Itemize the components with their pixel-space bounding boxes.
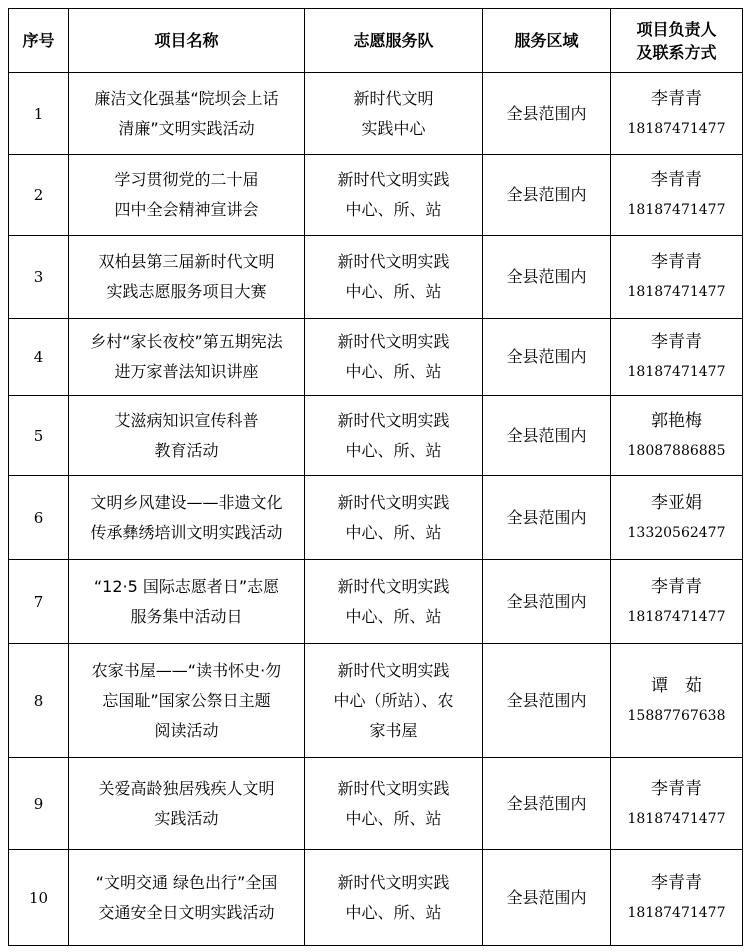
team-line: 中心、所、站 — [345, 606, 442, 626]
team-line: 新时代文明实践 — [337, 576, 450, 596]
contact-name: 李青青 — [651, 778, 702, 799]
row-team — [305, 560, 483, 644]
project-line: 廉洁文化强基“院坝会上话 — [94, 88, 279, 108]
row-area: 全县范围内 — [483, 476, 611, 560]
contact-phone: 15887767638 — [627, 707, 726, 724]
row-project — [69, 476, 305, 560]
project-line: 忘国耻”国家公祭日主题 — [102, 690, 271, 710]
team-line: 新时代文明 — [353, 88, 434, 108]
row-sn: 2 — [9, 155, 69, 236]
project-line: 农家书屋——“读书怀史·勿 — [91, 660, 282, 680]
team-line: 实践中心 — [361, 118, 426, 138]
project-line: 交通安全日文明实践活动 — [98, 902, 275, 922]
header-contact-line-1: 项目负责人 — [636, 19, 717, 39]
row-team — [305, 396, 483, 476]
team-line: 新时代文明实践 — [337, 332, 450, 351]
project-line: 传承彝绣培训文明实践活动 — [90, 522, 283, 542]
table-row — [9, 476, 743, 560]
row-contact — [611, 850, 743, 946]
project-line: 关爱高龄独居残疾人文明 — [98, 778, 275, 798]
row-project — [69, 319, 305, 396]
project-line: 阅读活动 — [154, 720, 219, 740]
team-line: 中心、所、站 — [345, 200, 442, 219]
contact-name: 李青青 — [651, 872, 702, 893]
project-line: 双柏县第三届新时代文明 — [98, 252, 275, 271]
team-line: 新时代文明实践 — [337, 778, 450, 798]
row-project — [69, 236, 305, 319]
row-area: 全县范围内 — [483, 319, 611, 396]
row-contact — [611, 396, 743, 476]
row-contact — [611, 236, 743, 319]
team-line: 家书屋 — [369, 720, 418, 740]
header-contact-line-2: 及联系方式 — [636, 42, 717, 62]
contact-name: 郭艳梅 — [651, 410, 702, 431]
table-row — [9, 850, 743, 946]
row-sn: 9 — [9, 758, 69, 850]
header-contact — [611, 9, 743, 73]
table-row — [9, 758, 743, 850]
row-contact — [611, 73, 743, 155]
project-line: 乡村“家长夜校”第五期宪法 — [90, 332, 283, 351]
contact-name: 李青青 — [651, 170, 702, 190]
row-project — [69, 560, 305, 644]
row-contact — [611, 644, 743, 758]
row-contact — [611, 155, 743, 236]
team-line: 中心、所、站 — [345, 362, 442, 381]
team-line: 新时代文明实践 — [337, 660, 450, 680]
row-sn: 6 — [9, 476, 69, 560]
project-line: 实践活动 — [154, 808, 219, 828]
row-team — [305, 236, 483, 319]
contact-name: 李青青 — [651, 576, 702, 597]
project-line: 实践志愿服务项目大赛 — [106, 282, 267, 301]
contact-phone: 18187471477 — [627, 904, 726, 921]
project-line: 教育活动 — [154, 440, 219, 460]
table-row — [9, 155, 743, 236]
row-area: 全县范围内 — [483, 396, 611, 476]
contact-phone: 18187471477 — [627, 202, 726, 218]
table-row — [9, 73, 743, 155]
row-project — [69, 850, 305, 946]
project-line: 服务集中活动日 — [130, 606, 243, 626]
row-project — [69, 758, 305, 850]
contact-name: 李青青 — [651, 88, 702, 109]
volunteer-project-table — [8, 8, 743, 946]
row-sn: 3 — [9, 236, 69, 319]
contact-phone: 18187471477 — [627, 284, 726, 300]
row-sn: 1 — [9, 73, 69, 155]
header-area: 服务区域 — [483, 9, 611, 73]
team-line: 中心、所、站 — [345, 522, 442, 542]
row-sn: 8 — [9, 644, 69, 758]
row-contact — [611, 758, 743, 850]
row-area: 全县范围内 — [483, 155, 611, 236]
row-team — [305, 155, 483, 236]
row-contact — [611, 319, 743, 396]
project-line: 进万家普法知识讲座 — [114, 362, 259, 381]
contact-phone: 13320562477 — [627, 524, 726, 541]
row-project — [69, 73, 305, 155]
project-line: 艾滋病知识宣传科普 — [114, 410, 259, 430]
row-team — [305, 73, 483, 155]
row-sn: 5 — [9, 396, 69, 476]
table-row — [9, 396, 743, 476]
team-line: 中心、所、站 — [345, 902, 442, 922]
table-row — [9, 644, 743, 758]
team-line: 新时代文明实践 — [337, 410, 450, 430]
project-line: 清廉”文明实践活动 — [118, 118, 255, 138]
team-line: 新时代文明实践 — [337, 492, 450, 512]
row-sn: 4 — [9, 319, 69, 396]
team-line: 新时代文明实践 — [337, 872, 450, 892]
header-team: 志愿服务队 — [305, 9, 483, 73]
row-area: 全县范围内 — [483, 73, 611, 155]
team-line: 中心、所、站 — [345, 808, 442, 828]
team-line: 中心、所、站 — [345, 282, 442, 301]
team-line: 新时代文明实践 — [337, 170, 450, 189]
row-area: 全县范围内 — [483, 850, 611, 946]
table-body — [9, 73, 743, 946]
table-row — [9, 560, 743, 644]
project-line: 四中全会精神宣讲会 — [114, 200, 259, 219]
row-team — [305, 850, 483, 946]
team-line: 中心、所、站 — [345, 440, 442, 460]
row-team — [305, 644, 483, 758]
header-row — [9, 9, 743, 73]
contact-name: 谭 茹 — [651, 675, 702, 696]
row-contact — [611, 476, 743, 560]
team-line: 中心（所站）、农 — [333, 690, 454, 710]
row-project — [69, 396, 305, 476]
row-project — [69, 155, 305, 236]
header-project: 项目名称 — [69, 9, 305, 73]
row-contact — [611, 560, 743, 644]
project-line: 学习贯彻党的二十届 — [114, 170, 259, 189]
row-project — [69, 644, 305, 758]
row-area: 全县范围内 — [483, 758, 611, 850]
contact-name: 李亚娟 — [651, 492, 702, 513]
row-sn: 7 — [9, 560, 69, 644]
contact-phone: 18187471477 — [627, 810, 726, 827]
row-area: 全县范围内 — [483, 560, 611, 644]
project-line: “12·5 国际志愿者日”志愿 — [93, 576, 280, 596]
contact-name: 李青青 — [651, 332, 702, 352]
row-sn: 10 — [9, 850, 69, 946]
project-line: 文明乡风建设——非遗文化 — [90, 492, 283, 512]
table-row — [9, 319, 743, 396]
row-team — [305, 319, 483, 396]
table-row — [9, 236, 743, 319]
contact-name: 李青青 — [651, 252, 702, 272]
contact-phone: 18187471477 — [627, 608, 726, 625]
row-team — [305, 758, 483, 850]
contact-phone: 18187471477 — [627, 120, 726, 137]
row-area: 全县范围内 — [483, 236, 611, 319]
team-line: 新时代文明实践 — [337, 252, 450, 271]
contact-phone: 18187471477 — [627, 364, 726, 380]
contact-phone: 18087886885 — [627, 442, 726, 459]
header-sn: 序号 — [9, 9, 69, 73]
row-area: 全县范围内 — [483, 644, 611, 758]
row-team — [305, 476, 483, 560]
project-line: “文明交通 绿色出行”全国 — [95, 872, 278, 892]
